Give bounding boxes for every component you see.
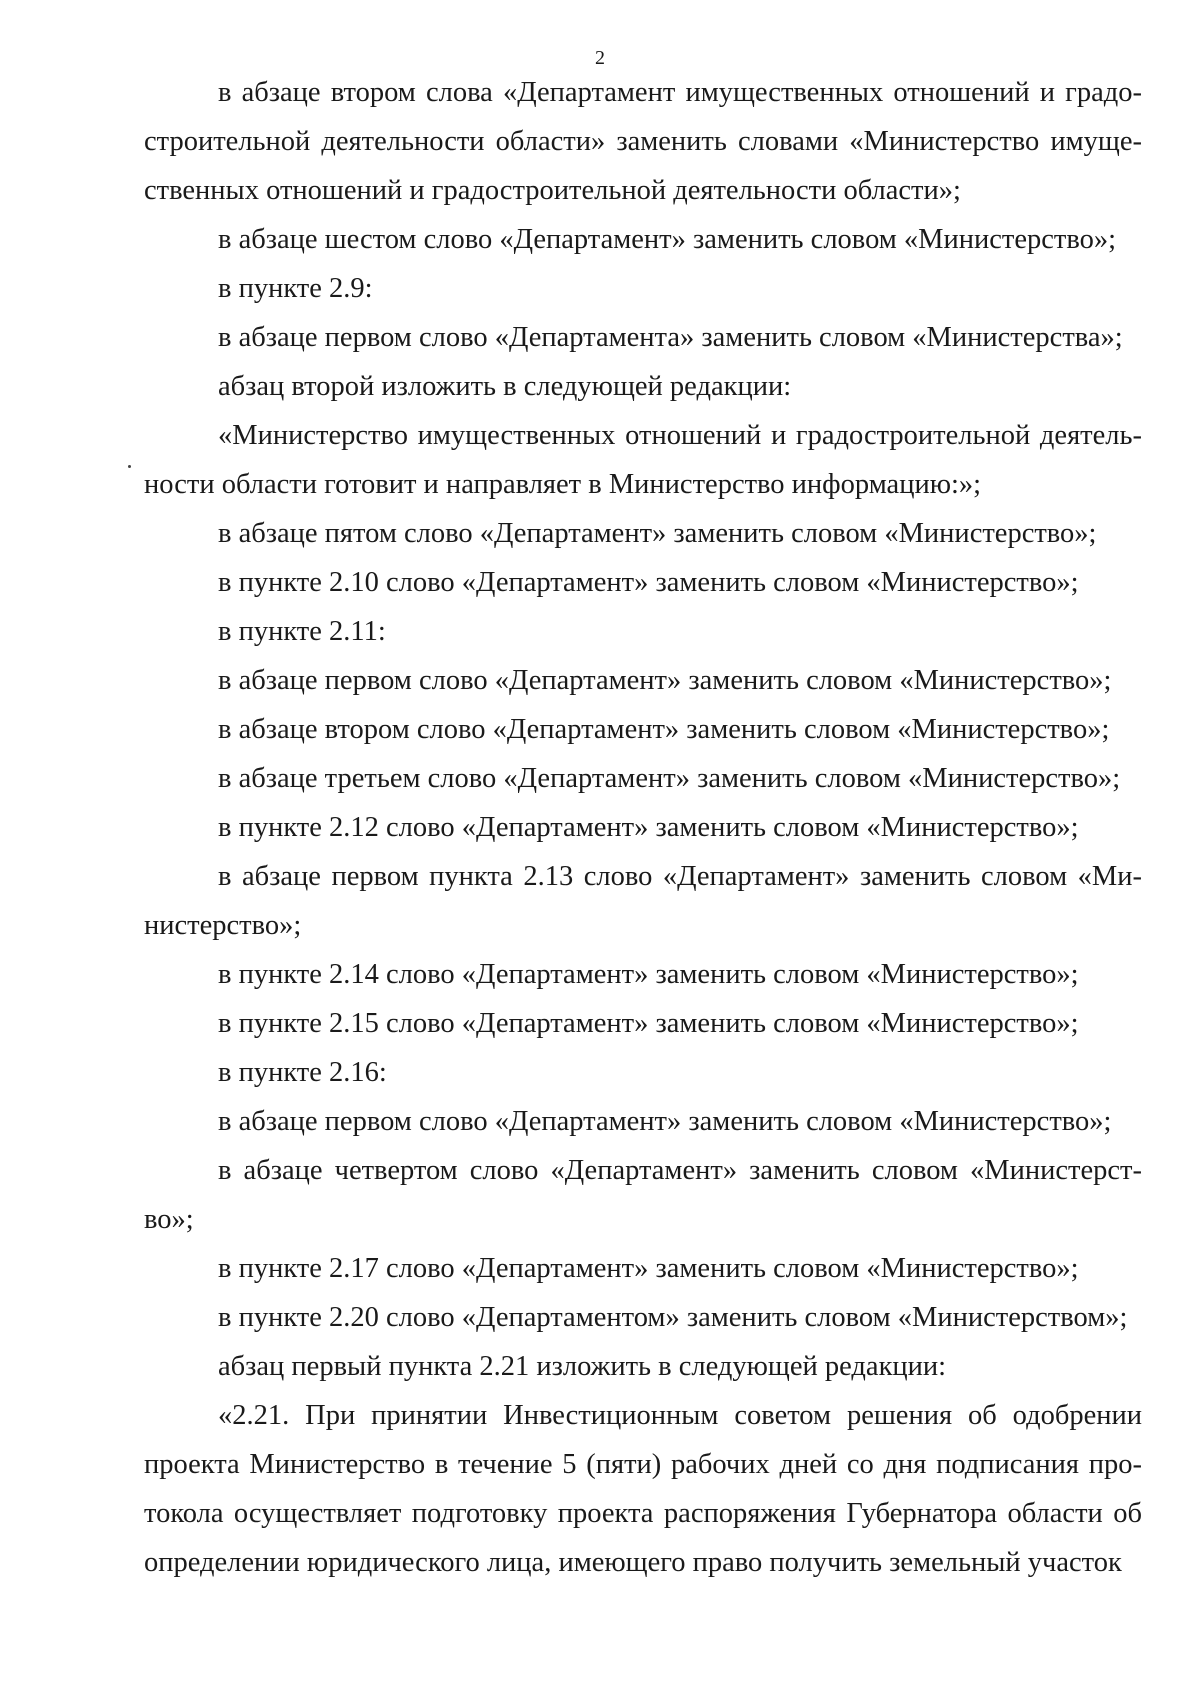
paragraph: в абзаце первом слово «Департамент» заменить словом «Министерство»; <box>218 1106 1112 1137</box>
paragraph: в абзаце первом слово «Департамента» заменить словом «Министерства»; <box>218 322 1123 353</box>
scan-speck <box>128 465 131 468</box>
paragraph: в абзаце втором слова «Департамент имущественных отношений и градостроительной деятельности области» заменить словами «Министерство имущественных отношений и градостроительной деятельности области»; <box>144 77 1142 206</box>
paragraph: абзац первый пункта 2.21 изложить в следующей редакции: <box>218 1351 947 1382</box>
paragraph: в абзаце первом слово «Департамент» заменить словом «Министерство»; <box>218 665 1112 696</box>
paragraph: в пункте 2.14 слово «Департамент» заменить словом «Министерство»; <box>218 959 1079 990</box>
paragraph: в абзаце втором слово «Департамент» заменить словом «Министерство»; <box>218 714 1110 745</box>
paragraph: абзац второй изложить в следующей редакции: <box>218 371 792 402</box>
paragraph: в пункте 2.11: <box>218 616 386 647</box>
paragraph: в пункте 2.9: <box>218 273 373 304</box>
paragraph: в абзаце третьем слово «Департамент» заменить словом «Министерство»; <box>218 763 1121 794</box>
paragraph: в пункте 2.15 слово «Департамент» заменить словом «Министерство»; <box>218 1008 1079 1039</box>
paragraph: в абзаце первом пункта 2.13 слово «Департамент» заменить словом «Министерство»; <box>144 861 1142 941</box>
paragraph: «2.21. При принятии Инвестиционным советом решения об одобрении проекта Министерство в течение 5 (пяти) рабочих дней со дня подписания протокола осуществляет подготовку проекта распоряжения Губернатора области об определении юридического лица, имеющего право получить земельный участок <box>144 1400 1142 1578</box>
document-body <box>144 68 1142 1587</box>
page-number: 2 <box>595 47 605 69</box>
paragraph: «Министерство имущественных отношений и градостроительной деятельности области готовит и направляет в Министерство информацию:»; <box>144 420 1142 500</box>
paragraph: в пункте 2.17 слово «Департамент» заменить словом «Министерство»; <box>218 1253 1079 1284</box>
paragraph: в абзаце четвертом слово «Департамент» заменить словом «Министерство»; <box>144 1155 1142 1235</box>
paragraph: в абзаце шестом слово «Департамент» заменить словом «Министерство»; <box>218 224 1117 255</box>
paragraph: в пункте 2.12 слово «Департамент» заменить словом «Министерство»; <box>218 812 1079 843</box>
paragraph: в пункте 2.16: <box>218 1057 387 1088</box>
paragraph: в пункте 2.10 слово «Департамент» заменить словом «Министерство»; <box>218 567 1079 598</box>
paragraph: в пункте 2.20 слово «Департаментом» заменить словом «Министерством»; <box>218 1302 1128 1333</box>
paragraph: в абзаце пятом слово «Департамент» заменить словом «Министерство»; <box>218 518 1097 549</box>
